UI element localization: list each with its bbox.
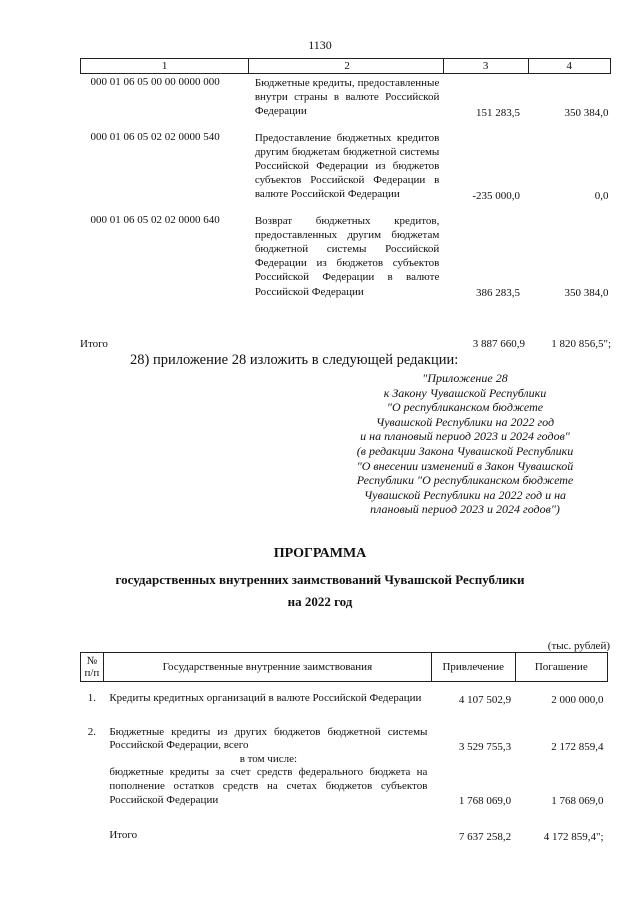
appendix-line: Чувашской Республики на 2022 год и на <box>363 487 567 502</box>
row-repayment: 2 000 000,0 <box>551 693 604 706</box>
row-name: Бюджетные кредиты, предоставленные внутри страны в валюте Российской Федерации <box>254 77 440 118</box>
appendix-line: Чувашской Республики на 2022 год <box>375 414 555 429</box>
table-row <box>81 692 608 706</box>
total-value-2023: 1 820 856,5"; <box>551 338 611 350</box>
budget-code: 000 01 06 05 02 02 0000 640 <box>90 213 220 226</box>
borrowings-table <box>80 652 608 843</box>
row-repayment: 2 172 859,4 <box>551 740 604 753</box>
row-attraction: 4 107 502,9 <box>458 693 512 706</box>
row-attraction: 3 529 755,3 <box>458 740 512 753</box>
table-row <box>81 726 608 753</box>
column-header-attraction: Привлечение <box>431 653 515 682</box>
program-subtitle: государственных внутренних заимствований Чувашской Республики <box>115 572 525 587</box>
sub-row-repayment: 1 768 069,0 <box>551 795 604 808</box>
sub-label: в том числе: <box>239 752 298 765</box>
column-header-borrowings: Государственные внутренние заимствования <box>103 653 431 682</box>
total-attraction: 7 637 258,2 <box>458 830 512 843</box>
table-row <box>81 766 608 807</box>
column-header-1: 1 <box>81 59 249 74</box>
budget-code: 000 01 06 05 00 00 0000 000 <box>90 76 220 88</box>
table-row <box>81 74 611 119</box>
row-name: Предоставление бюджетных кредитов другим бюджетам бюджетной системы Российской Федерации из бюджетов субъектов Российской Федерации в валюте Российской Федерации <box>254 131 440 201</box>
column-header-number: № п/п <box>81 653 104 682</box>
column-header-2: 2 <box>249 59 444 74</box>
total-value-2022: 3 887 660,9 <box>472 338 525 350</box>
table-row <box>81 829 608 843</box>
budget-code: 000 01 06 05 02 02 0000 540 <box>90 130 220 143</box>
total-label: Итого <box>109 829 138 842</box>
total-label: Итого <box>80 338 108 350</box>
total-repayment: 4 172 859,4"; <box>543 830 604 843</box>
row-value-2023: 350 384,0 <box>564 286 609 299</box>
row-number: 2. <box>87 725 97 738</box>
row-value-2022: 386 283,5 <box>476 286 521 299</box>
appendix-line: и на плановый период 2023 и 2024 годов" <box>360 429 570 444</box>
program-year: на 2022 год <box>287 594 353 609</box>
amendment-instruction: 28) приложение 28 изложить в следующей редакции: <box>130 352 459 368</box>
appendix-line: плановый период 2023 и 2024 годов") <box>370 502 560 517</box>
row-number: 1. <box>87 692 97 704</box>
sub-row-attraction: 1 768 069,0 <box>458 795 512 808</box>
table-row <box>81 753 608 767</box>
row-name: Возврат бюджетных кредитов, предоставленных другим бюджетам бюджетной системы Российской Федерации из бюджетов субъектов Российской Федерации в валюте Российской Федерации <box>254 214 440 298</box>
row-name: Кредиты кредитных организаций в валюте Российской Федерации <box>109 692 422 704</box>
appendix-line: "Приложение 28 <box>422 371 508 385</box>
row-name: Бюджетные кредиты из других бюджетов бюджетной системы Российской Федерации, всего <box>109 725 428 752</box>
row-value-2022: 151 283,5 <box>476 106 521 119</box>
sub-row-name: бюджетные кредиты за счет средств федерального бюджета на пополнение остатков средств на счетах бюджетов субъектов Российской Федерации <box>109 766 428 806</box>
appendix-line: к Закону Чувашской Республики <box>383 385 547 400</box>
column-header-4: 4 <box>528 59 610 74</box>
sources-table <box>80 58 611 299</box>
table-row <box>81 214 611 299</box>
row-value-2023: 0,0 <box>594 189 609 202</box>
row-value-2022: -235 000,0 <box>472 189 521 202</box>
row-value-2023: 350 384,0 <box>564 106 609 119</box>
appendix-heading <box>320 371 610 517</box>
column-header-3: 3 <box>443 59 528 74</box>
appendix-line: Республики "О республиканском бюджете <box>356 473 574 488</box>
program-title: ПРОГРАММА <box>273 546 367 561</box>
table-row <box>81 131 611 202</box>
appendix-line: "О внесении изменений в Закон Чувашской <box>356 458 574 473</box>
table-header-row <box>81 653 608 682</box>
table-header-row <box>81 59 611 74</box>
appendix-line: "О республиканском бюджете <box>386 400 544 415</box>
appendix-line: (в редакции Закона Чувашской Республики <box>356 443 574 458</box>
page-number: 1130 <box>308 38 332 52</box>
column-header-repayment: Погашение <box>515 653 607 682</box>
units-label: (тыс. рублей) <box>547 640 610 652</box>
